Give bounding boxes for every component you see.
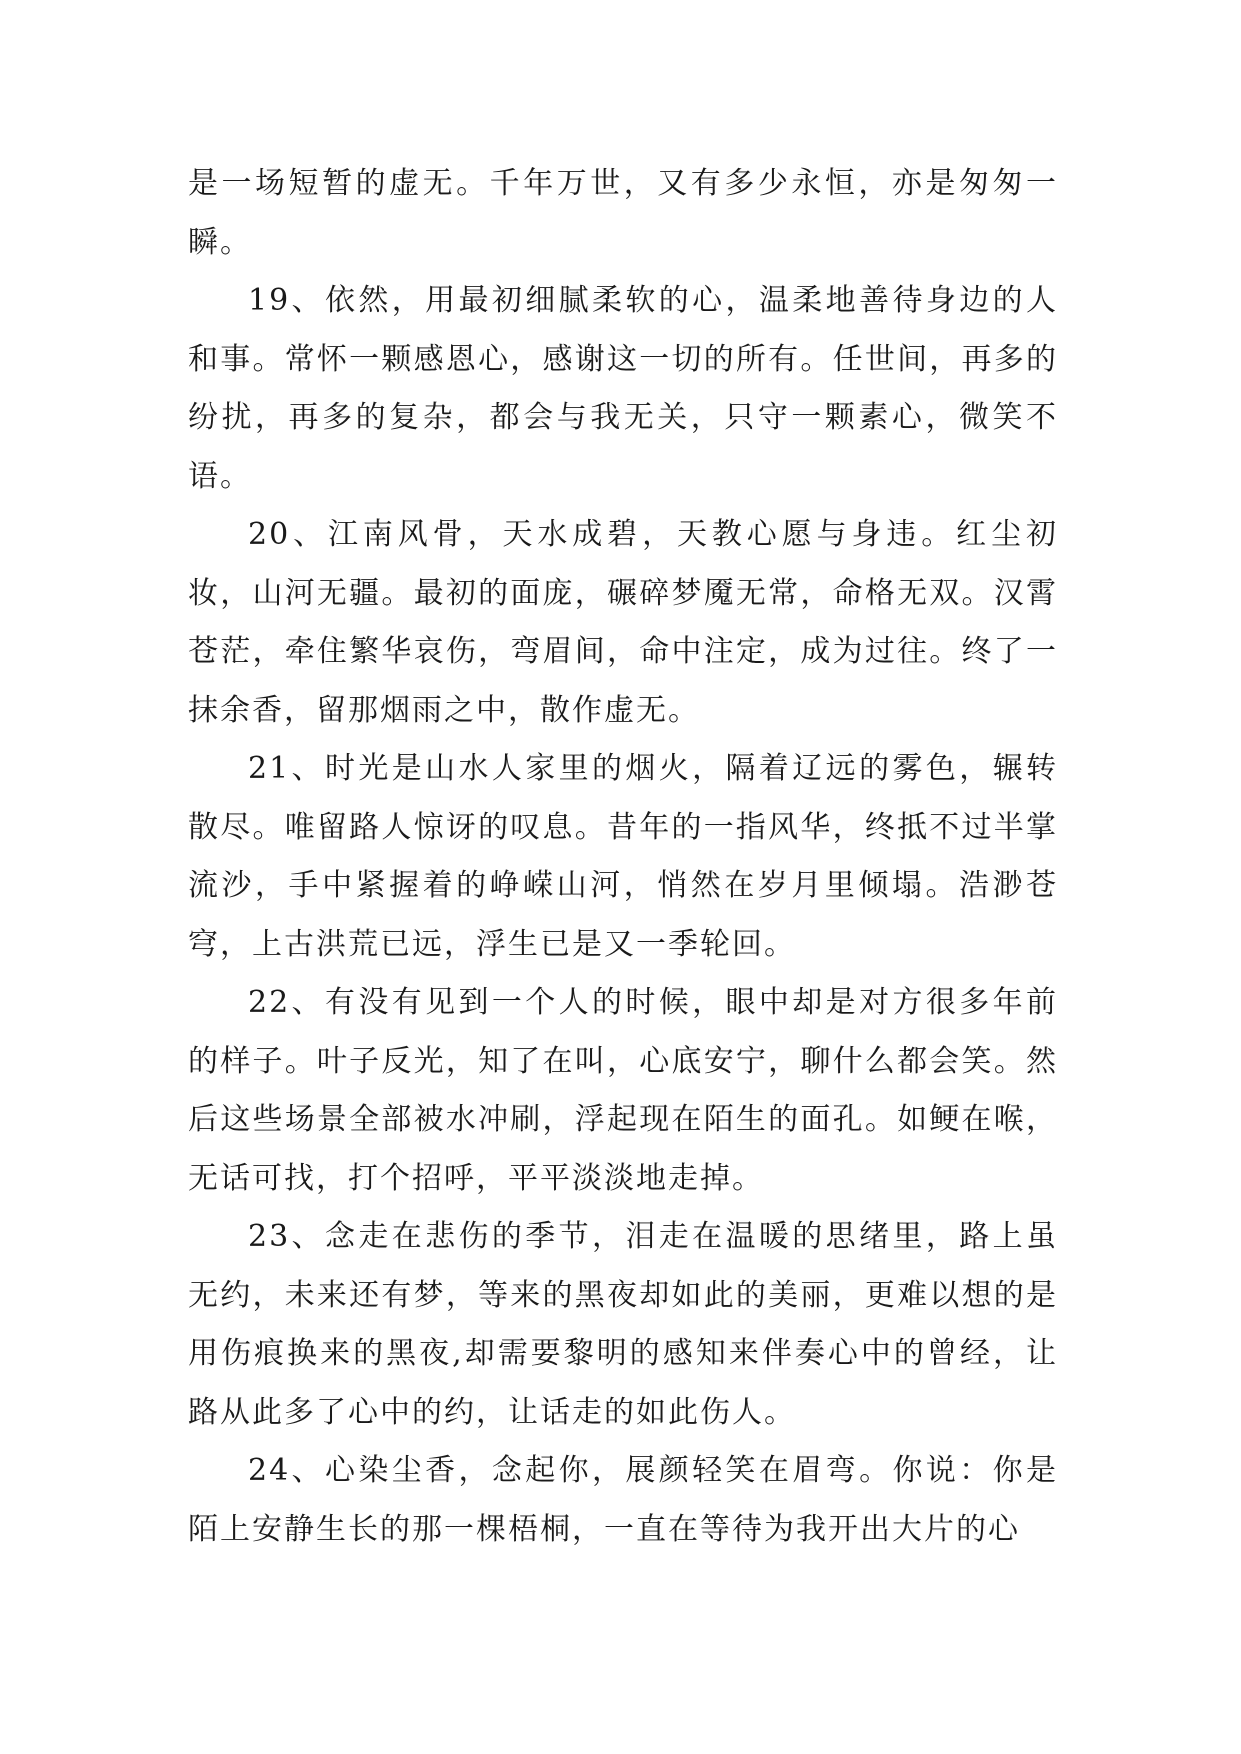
paragraph-23: 23、念走在悲伤的季节，泪走在温暖的思绪里，路上虽无约，未来还有梦，等来的黑夜却如此的美丽，更难以想的是用伤痕换来的黑夜,却需要黎明的感知来伴奏心中的曾经，让路从此多了心中的约，让话走的如此伤人。: [188, 1219, 1058, 1430]
paragraph-22: 22、有没有见到一个人的时候，眼中却是对方很多年前的样子。叶子反光，知了在叫，心底安宁，聊什么都会笑。然后这些场景全部被水冲刷，浮起现在陌生的面孔。如鲠在喉，无话可找，打个招呼，平平淡淡地走掉。: [188, 985, 1058, 1196]
paragraph-continuation: 是一场短暂的虚无。千年万世，又有多少永恒，亦是匆匆一瞬。: [188, 166, 1058, 260]
document-body: [188, 155, 1058, 1559]
paragraph-20: 20、江南风骨，天水成碧，天教心愿与身违。红尘初妆，山河无疆。最初的面庞，碾碎梦魇无常，命格无双。汉霄苍茫，牵住繁华哀伤，弯眉间，命中注定，成为过往。终了一抹余香，留那烟雨之中，散作虚无。: [188, 517, 1058, 728]
paragraph-21: 21、时光是山水人家里的烟火，隔着辽远的雾色，辗转散尽。唯留路人惊讶的叹息。昔年的一指风华，终抵不过半掌流沙，手中紧握着的峥嵘山河，悄然在岁月里倾塌。浩渺苍穹，上古洪荒已远，浮生已是又一季轮回。: [188, 751, 1058, 962]
paragraph-19: 19、依然，用最初细腻柔软的心，温柔地善待身边的人和事。常怀一颗感恩心，感谢这一切的所有。任世间，再多的纷扰，再多的复杂，都会与我无关，只守一颗素心，微笑不语。: [188, 283, 1058, 494]
paragraph-24: 24、心染尘香，念起你，展颜轻笑在眉弯。你说：你是陌上安静生长的那一棵梧桐，一直在等待为我开出大片的心: [188, 1453, 1058, 1547]
